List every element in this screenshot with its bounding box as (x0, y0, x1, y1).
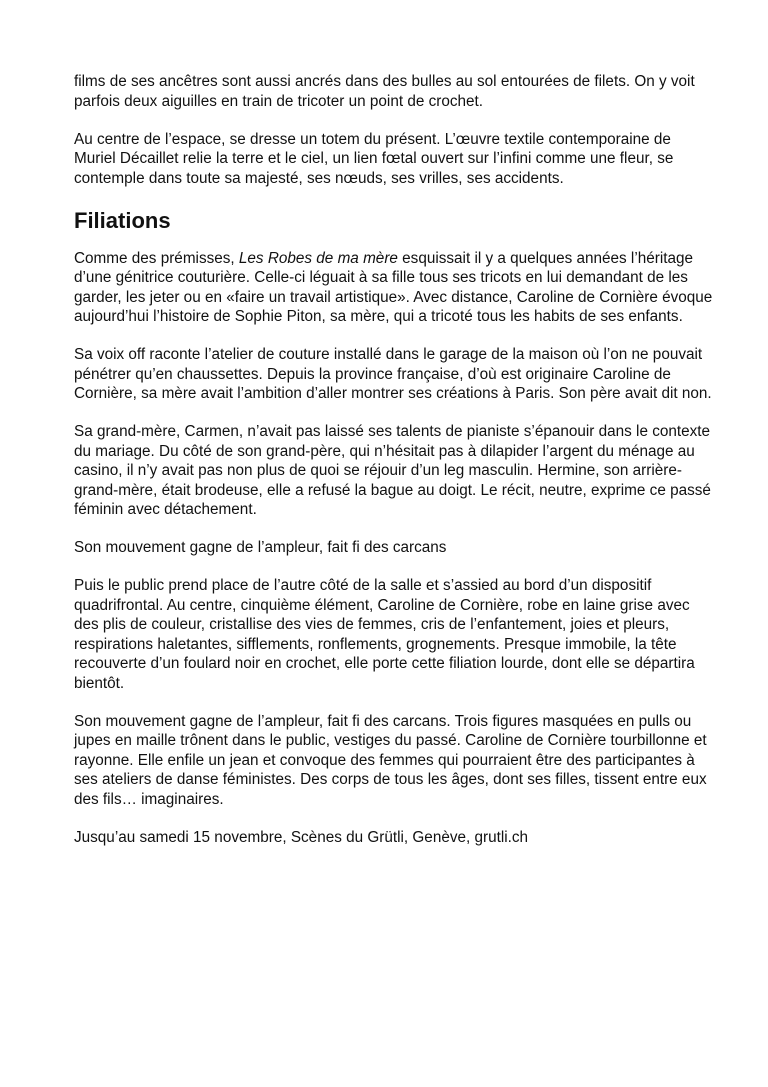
paragraph-workshop: Sa voix off raconte l’atelier de couture installé dans le garage de la maison où l’on ne pouvait pénétrer qu’en chaussettes. Depuis la province française, d’où est originaire Caroline de Cornière, sa mère avait l’ambition d’aller montrer ses créations à Paris. Son père avait dit non. (74, 346, 712, 402)
article-body (74, 72, 714, 866)
paragraph-public: Puis le public prend place de l’autre côté de la salle et s’assied au bord d’un dispositif quadrifrontal. Au centre, cinquième élément, Caroline de Cornière, robe en laine grise avec des plis de couleur, cristallise des vies de femmes, cris de l’enfantement, joies et pleurs, respirations haletantes, sifflements, ronflements, grognements. Presque immobile, la tête recouverte d’un foulard noir en crochet, elle porte cette filiation lourde, dont elle se départira bientôt. (74, 577, 695, 692)
section-heading: Filiations (74, 207, 171, 233)
paragraph-filiations-1 (74, 249, 714, 327)
paragraph-intro-2: Au centre de l’espace, se dresse un totem du présent. L’œuvre textile contemporaine de Muriel Décaillet relie la terre et le ciel, un lien fœtal ouvert sur l’infini comme une fleur, se contemple dans toute sa majesté, ses nœuds, ses vrilles, ses accidents. (74, 130, 674, 187)
paragraph-grandmother: Sa grand-mère, Carmen, n’avait pas laissé ses talents de pianiste s’épanouir dans le contexte du mariage. Du côté de son grand-père, qui n’hésitait pas à dilapider l’argent du ménage au casino, il n’y avait pas non plus de quoi se réjouir d’un leg masculin. Hermine, son arrière-grand-mère, était brodeuse, elle a refusé la bague au doigt. Le récit, neutre, exprime ce passé féminin avec détachement. (74, 423, 711, 518)
pull-quote: Son mouvement gagne de l’ampleur, fait fi des carcans (74, 539, 447, 556)
paragraph-text-after: esquissait il y a quelques années l’héritage d’une génitrice couturière. Celle-ci léguait à sa fille tous ses tricots en lui demandant de les garder, les jeter ou en «faire un travail artistique». Avec distance, Caroline de Cornière évoque aujourd’hui l’histoire de Sophie Piton, sa mère, qui a tricoté tous les habits de ses enfants. (74, 249, 713, 325)
paragraph-movement: Son mouvement gagne de l’ampleur, fait fi des carcans. Trois figures masquées en pulls ou jupes en maille trônent dans le public, vestiges du passé. Caroline de Cornière tourbillonne et rayonne. Elle enfile un jean et convoque des femmes qui pourraient être des participantes à ses ateliers de danse féministes. Des corps de tous les âges, dont ses filles, tissent entre eux des fils… imaginaires. (74, 712, 707, 808)
event-info: Jusqu’au samedi 15 novembre, Scènes du Grütli, Genève, grutli.ch (74, 828, 529, 846)
paragraph-intro-1: films de ses ancêtres sont aussi ancrés dans des bulles au sol entourées de filets. On y voit parfois deux aiguilles en train de tricoter un point de crochet. (74, 73, 695, 110)
paragraph-text-before: Comme des prémisses, (74, 249, 239, 267)
work-title: Les Robes de ma mère (238, 249, 398, 267)
